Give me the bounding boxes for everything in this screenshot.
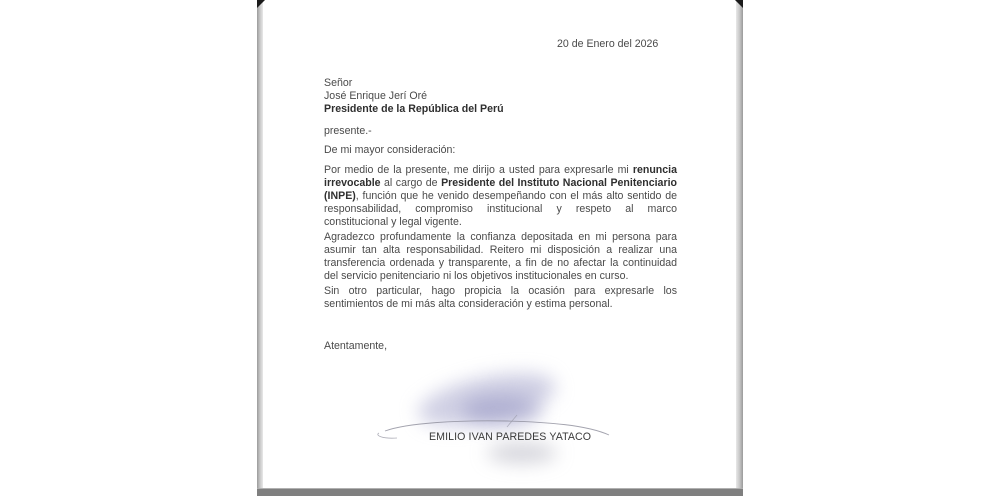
- paragraph-farewell: Sin otro particular, hago propicia la ocasión para expresarle los sentimientos de mi más alta consideración y estima personal.: [324, 285, 677, 310]
- addressee-title: Presidente de la República del Perú: [324, 103, 504, 115]
- signature-image: [367, 365, 627, 475]
- greeting-line: De mi mayor consideración:: [324, 144, 456, 156]
- p1-text-2: al cargo de: [380, 177, 442, 189]
- p1-text-3: , función que he venido desempeñando con el más alto sentido de responsabilidad, compromiso institucional y respeto al marco constitucional y legal vigente.: [324, 190, 677, 228]
- closing-line: Atentamente,: [324, 340, 388, 352]
- paragraph-resignation: [324, 164, 677, 229]
- page-corner-top-left: [257, 0, 265, 8]
- presente-line: presente.-: [324, 125, 372, 137]
- page-corner-top-right: [735, 0, 743, 8]
- p1-bold-resignation: renuncia irrevocable: [324, 164, 677, 189]
- paragraph-gratitude: Agradezco profundamente la confianza depositada en mi persona para asumir tan alta responsabilidad. Reitero mi disposición a realizar una transferencia ordenada y transparente, a fin de no afectar la continuidad del servicio penitenciario ni los objetivos institucionales en curso.: [324, 231, 677, 282]
- p1-bold-position: Presidente del Instituto Nacional Penitenciario (INPE): [324, 177, 677, 202]
- signer-name: EMILIO IVAN PAREDES YATACO: [429, 431, 592, 443]
- p1-text-1: Por medio de la presente, me dirijo a usted para expresarle mi: [324, 164, 633, 176]
- letter-page: [257, 0, 743, 496]
- addressee-salutation: Señor: [324, 77, 353, 89]
- addressee-block: [324, 77, 677, 116]
- page-bottom-edge: [257, 488, 743, 496]
- letter-date: 20 de Enero del 2026: [557, 38, 659, 50]
- signature-stroke-icon: [367, 365, 627, 475]
- addressee-name: José Enrique Jerí Oré: [324, 90, 428, 102]
- page-right-edge: [736, 0, 743, 489]
- page-left-edge: [257, 0, 263, 489]
